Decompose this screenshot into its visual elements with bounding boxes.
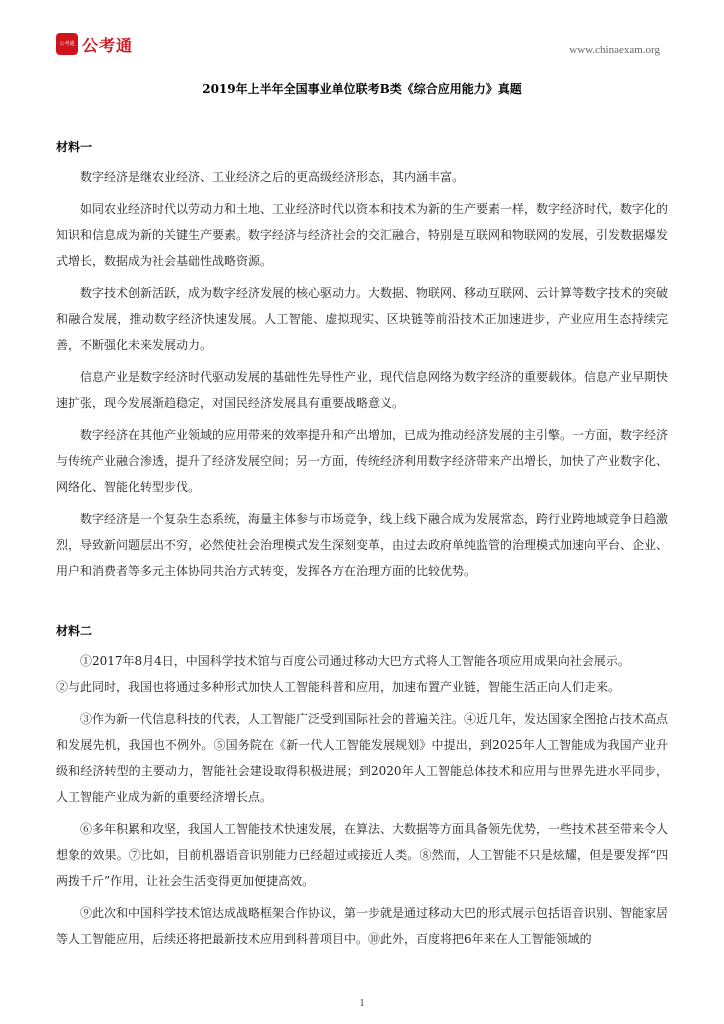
paragraph: 数字经济是一个复杂生态系统，海量主体参与市场竞争，线上线下融合成为发展常态，跨行业跨地域竞争日趋激烈，导致新问题层出不穷，必然使社会治理模式发生深刻变革，由过去政府单纯监管的治理模式加速向平台、企业、用户和消费者等多元主体协同共治方式转变，发挥各方在治理方面的比较优势。	[56, 512, 669, 578]
paragraph: 数字技术创新活跃，成为数字经济发展的核心驱动力。大数据、物联网、移动互联网、云计算等数字技术的突破和融合发展，推动数字经济快速发展。人工智能、虚拟现实、区块链等前沿技术正加速进步，产业应用生态持续完善，不断强化未来发展动力。	[56, 286, 669, 352]
material-one-section	[56, 134, 668, 584]
document-title: 2019年上半年全国事业单位联考B类《综合应用能力》真题	[202, 82, 522, 96]
paragraph: 数字经济是继农业经济、工业经济之后的更高级经济形态，其内涵丰富。	[80, 170, 465, 184]
brand-name: 公考通	[82, 35, 134, 55]
paragraph: ⑨此次和中国科学技术馆达成战略框架合作协议，第一步就是通过移动大巴的形式展示包括语音识别、智能家居等人工智能应用，后续还将把最新技术应用到科普项目中。⑩此外，百度将把6年来在人工智能领域的	[56, 906, 669, 946]
paragraph: 数字经济在其他产业领域的应用带来的效率提升和产出增加，已成为推动经济发展的主引擎。一方面，数字经济与传统产业融合渗透，提升了经济发展空间；另一方面，传统经济利用数字经济带来产出增长，加快了产业数字化、网络化、智能化转型步伐。	[56, 428, 669, 494]
paragraph: ③作为新一代信息科技的代表，人工智能广泛受到国际社会的普遍关注。④近几年，发达国家全图抢占技术高点和发展先机，我国也不例外。⑤国务院在《新一代人工智能发展规划》中提出，到2025年人工智能成为我国产业升级和经济转型的主要动力，智能社会建设取得积极进展；到2020年人工智能总体技术和应用与世界先进水平同步，人工智能产业成为新的重要经济增长点。	[56, 712, 669, 804]
material-one-heading: 材料一	[56, 140, 93, 154]
paragraph: ①2017年8月4日，中国科学技术馆与百度公司通过移动大巴方式将人工智能各项应用成果向社会展示。	[80, 654, 630, 668]
brand-logo[interactable]	[56, 33, 133, 55]
paragraph: 信息产业是数字经济时代驱动发展的基础性先导性产业，现代信息网络为数字经济的重要载体。信息产业早期快速扩张，现今发展渐趋稳定，对国民经济发展具有重要战略意义。	[56, 370, 669, 410]
logo-badge-icon: 公考通	[56, 33, 78, 55]
site-url: www.chinaexam.org	[569, 44, 660, 56]
paragraph: ⑥多年积累和攻坚，我国人工智能技术快速发展，在算法、大数据等方面具备领先优势，一些技术甚至带来令人想象的效果。⑦比如，目前机器语音识别能力已经超过或接近人类。⑧然而，人工智能不只是炫耀，但是要发挥“四两拨千斤”作用，让社会生活变得更加便捷高效。	[56, 822, 669, 888]
material-two-heading: 材料二	[56, 624, 93, 638]
page-number: 1	[359, 998, 365, 1009]
page-header	[0, 0, 724, 70]
paragraph: 如同农业经济时代以劳动力和土地、工业经济时代以资本和技术为新的生产要素一样，数字经济时代，数字化的知识和信息成为新的关键生产要素。数字经济与经济社会的交汇融合，特别是互联网和物联网的发展，引发数据爆发式增长，数据成为社会基础性战略资源。	[56, 202, 669, 268]
paragraph: ②与此同时，我国也将通过多种形式加快人工智能科普和应用，加速布置产业链，智能生活正向人们走来。	[56, 680, 621, 694]
material-two-section	[56, 618, 668, 952]
